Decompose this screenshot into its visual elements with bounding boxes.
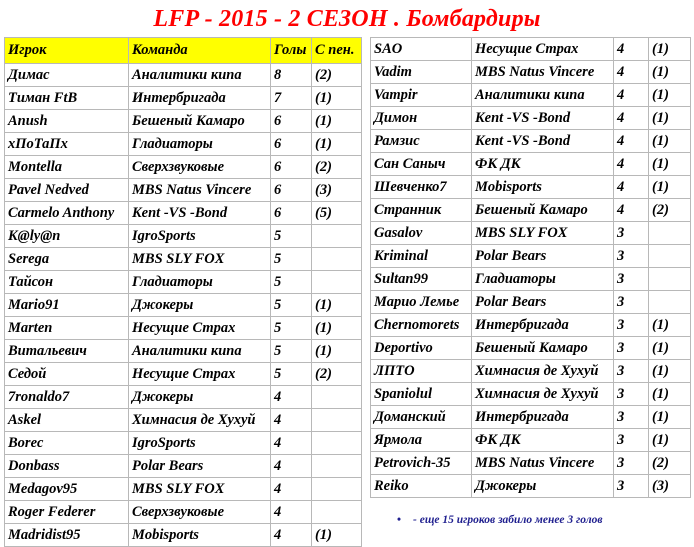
penalties-cell: (2) [649,452,691,475]
goals-cell: 3 [614,222,649,245]
goals-cell: 4 [271,524,312,547]
player-cell: Странник [371,199,472,222]
team-cell: Сверхзвуковые [129,156,271,179]
goals-cell: 5 [271,340,312,363]
player-cell: Димон [371,107,472,130]
player-cell: Madridist95 [5,524,129,547]
player-cell: Petrovich-35 [371,452,472,475]
penalties-cell: (1) [649,130,691,153]
scorers-table-left [4,37,362,547]
goals-cell: 4 [614,130,649,153]
penalties-cell: (1) [649,176,691,199]
table-row [5,455,362,478]
player-cell: Тuман FtB [5,87,129,110]
penalties-cell: (3) [312,179,362,202]
table-row [5,110,362,133]
goals-cell: 4 [271,478,312,501]
team-cell: Аналитики кипа [129,340,271,363]
table-row [5,340,362,363]
goals-cell: 5 [271,294,312,317]
goals-cell: 6 [271,179,312,202]
goals-cell: 4 [614,153,649,176]
player-cell: Марио Лемье [371,291,472,314]
table-row [371,245,691,268]
table-row [371,107,691,130]
player-cell: Serega [5,248,129,271]
table-row [371,38,691,61]
team-cell: Джокеры [129,386,271,409]
table-row [371,475,691,498]
goals-cell: 3 [614,383,649,406]
table-row [5,478,362,501]
team-cell: MBS SLY FOX [129,478,271,501]
penalties-cell: (1) [312,110,362,133]
goals-cell: 5 [271,317,312,340]
table-row [5,202,362,225]
player-cell: ЛПТО [371,360,472,383]
goals-cell: 4 [614,199,649,222]
table-row [5,156,362,179]
team-cell: Гладиаторы [129,271,271,294]
penalties-cell: (1) [312,133,362,156]
player-cell: Montella [5,156,129,179]
table-row [371,452,691,475]
team-cell: Несущие Страх [472,38,614,61]
penalties-cell: (2) [312,363,362,386]
goals-cell: 3 [614,452,649,475]
goals-cell: 6 [271,110,312,133]
footnote-text: - еще 15 игроков забило менее 3 голов [413,514,603,526]
team-cell: MBS Natus Vincere [129,179,271,202]
penalties-cell [649,222,691,245]
player-cell: Тайсон [5,271,129,294]
team-cell: Химнасия де Хухуй [472,383,614,406]
penalties-cell: (1) [649,61,691,84]
player-cell: Chernomorets [371,314,472,337]
penalties-cell: (1) [312,87,362,110]
penalties-cell [649,291,691,314]
table-row [371,291,691,314]
table-row [5,386,362,409]
penalties-cell [649,245,691,268]
player-cell: Roger Federer [5,501,129,524]
team-cell: Несущие Страх [129,317,271,340]
table-row [371,429,691,452]
penalties-cell [312,271,362,294]
penalties-cell: (1) [649,84,691,107]
player-cell: Gasalov [371,222,472,245]
player-cell: Spaniolul [371,383,472,406]
table-row [371,130,691,153]
player-cell: Marten [5,317,129,340]
player-cell: Askel [5,409,129,432]
player-cell: Donbass [5,455,129,478]
table-header-row [5,38,362,64]
team-cell: IgroSports [129,432,271,455]
player-cell: Рамзис [371,130,472,153]
player-cell: Сан Саныч [371,153,472,176]
goals-cell: 5 [271,225,312,248]
player-cell: Medagov95 [5,478,129,501]
penalties-cell: (1) [649,314,691,337]
table-row [371,406,691,429]
goals-cell: 3 [614,475,649,498]
goals-cell: 4 [614,176,649,199]
goals-cell: 3 [614,291,649,314]
penalties-cell: (1) [649,107,691,130]
table-row [5,133,362,156]
player-cell: Седой [5,363,129,386]
team-cell: Бешеный Камаро [472,337,614,360]
goals-cell: 4 [614,38,649,61]
player-cell: Kriminal [371,245,472,268]
player-cell: Vadim [371,61,472,84]
player-cell: Шевченко7 [371,176,472,199]
penalties-cell: (1) [649,38,691,61]
penalties-cell [312,455,362,478]
goals-cell: 3 [614,337,649,360]
table-row [5,432,362,455]
team-cell: Polar Bears [472,245,614,268]
penalties-cell [312,501,362,524]
goals-cell: 4 [271,409,312,432]
team-cell: Химнасия де Хухуй [129,409,271,432]
table-row [371,153,691,176]
player-cell: хПоТаПх [5,133,129,156]
team-cell: Сверхзвуковые [129,501,271,524]
penalties-cell [312,225,362,248]
table-row [371,176,691,199]
player-cell: Pavel Nedved [5,179,129,202]
table-row [5,225,362,248]
table-row [5,363,362,386]
team-cell: ФК ДК [472,429,614,452]
team-cell: Джокеры [129,294,271,317]
player-cell: SAO [371,38,472,61]
penalties-cell: (2) [312,64,362,87]
goals-cell: 5 [271,248,312,271]
goals-cell: 4 [614,107,649,130]
team-cell: Джокеры [472,475,614,498]
table-row [371,61,691,84]
goals-cell: 3 [614,245,649,268]
penalties-cell: (1) [649,337,691,360]
penalties-cell [312,409,362,432]
team-cell: MBS SLY FOX [472,222,614,245]
team-cell: Аналитики кипа [129,64,271,87]
team-cell: Бешеный Камаро [472,199,614,222]
page-title: LFP - 2015 - 2 СЕЗОН . Бомбардиры [153,6,541,32]
goals-cell: 6 [271,133,312,156]
team-cell: Гладиаторы [472,268,614,291]
table-row [5,317,362,340]
table-row [371,268,691,291]
header-team: Команда [129,38,271,64]
penalties-cell: (1) [312,294,362,317]
team-cell: Интербригада [472,314,614,337]
table-row [5,248,362,271]
goals-cell: 7 [271,87,312,110]
team-cell: Бешеный Камаро [129,110,271,133]
table-row [371,84,691,107]
goals-cell: 5 [271,363,312,386]
team-cell: Интербригада [129,87,271,110]
goals-cell: 3 [614,314,649,337]
team-cell: Kent -VS -Bond [129,202,271,225]
table-row [5,409,362,432]
table-row [5,87,362,110]
player-cell: Ярмола [371,429,472,452]
penalties-cell [312,478,362,501]
team-cell: Mobisports [472,176,614,199]
goals-cell: 4 [271,386,312,409]
player-cell: K@ly@n [5,225,129,248]
table-row [371,360,691,383]
penalties-cell: (3) [649,475,691,498]
penalties-cell: (1) [649,429,691,452]
goals-cell: 4 [271,501,312,524]
penalties-cell: (1) [312,340,362,363]
team-cell: Kent -VS -Bond [472,107,614,130]
header-player: Игрок [5,38,129,64]
goals-cell: 6 [271,202,312,225]
goals-cell: 4 [271,455,312,478]
player-cell: Borec [5,432,129,455]
penalties-cell: (2) [312,156,362,179]
team-cell: MBS Natus Vincere [472,452,614,475]
player-cell: Витальевич [5,340,129,363]
player-cell: Mario91 [5,294,129,317]
penalties-cell [312,248,362,271]
table-row [371,199,691,222]
table-row [371,222,691,245]
team-cell: Kent -VS -Bond [472,130,614,153]
table-row [371,383,691,406]
table-row [5,294,362,317]
team-cell: MBS SLY FOX [129,248,271,271]
header-goals: Голы [271,38,312,64]
penalties-cell: (1) [312,524,362,547]
player-cell: Reiko [371,475,472,498]
team-cell: Аналитики кипа [472,84,614,107]
penalties-cell: (1) [312,317,362,340]
player-cell: Carmelo Anthony [5,202,129,225]
penalties-cell: (1) [649,406,691,429]
goals-cell: 3 [614,360,649,383]
goals-cell: 4 [614,84,649,107]
team-cell: Гладиаторы [129,133,271,156]
penalties-cell: (2) [649,199,691,222]
player-cell: Sultan99 [371,268,472,291]
scorers-table-right [370,37,691,498]
team-cell: Polar Bears [129,455,271,478]
table-row [5,501,362,524]
table-row [5,271,362,294]
goals-cell: 5 [271,271,312,294]
player-cell: 7ronaldo7 [5,386,129,409]
penalties-cell [649,268,691,291]
table-row [5,179,362,202]
bullet-icon: • [397,514,402,526]
footnote [397,514,603,526]
goals-cell: 8 [271,64,312,87]
penalties-cell [312,386,362,409]
team-cell: IgroSports [129,225,271,248]
player-cell: Vampir [371,84,472,107]
goals-cell: 3 [614,406,649,429]
team-cell: Polar Bears [472,291,614,314]
player-cell: Доманский [371,406,472,429]
player-cell: Deportivo [371,337,472,360]
goals-cell: 3 [614,268,649,291]
goals-cell: 6 [271,156,312,179]
goals-cell: 4 [271,432,312,455]
goals-cell: 3 [614,429,649,452]
penalties-cell: (1) [649,360,691,383]
goals-cell: 4 [614,61,649,84]
penalties-cell: (1) [649,383,691,406]
penalties-cell: (1) [649,153,691,176]
table-row [5,64,362,87]
team-cell: ФК ДК [472,153,614,176]
team-cell: Mobisports [129,524,271,547]
team-cell: Несущие Страх [129,363,271,386]
penalties-cell: (5) [312,202,362,225]
header-penalties: С пен. [312,38,362,64]
team-cell: Химнасия де Хухуй [472,360,614,383]
team-cell: MBS Natus Vincere [472,61,614,84]
table-row [371,314,691,337]
table-row [371,337,691,360]
player-cell: Димас [5,64,129,87]
penalties-cell [312,432,362,455]
table-row [5,524,362,547]
team-cell: Интербригада [472,406,614,429]
player-cell: Anush [5,110,129,133]
